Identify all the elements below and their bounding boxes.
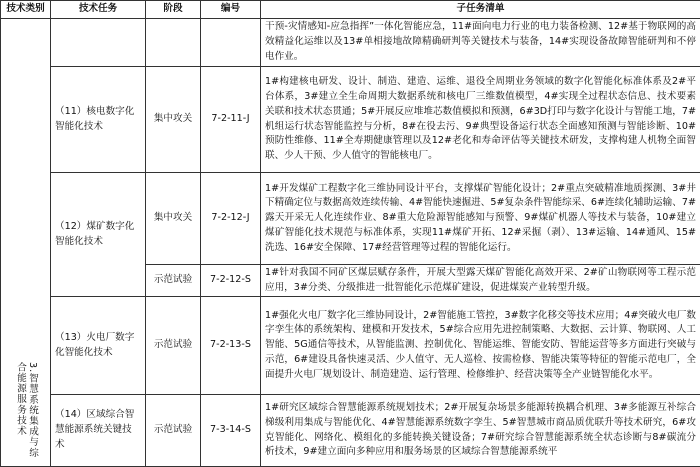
- header-phase: 阶段: [146, 1, 201, 19]
- subtask-desc: 1#强化火电厂数字化三维协同设计，2#智能施工管控，3#数字化移交等技术应用；4#突破火电厂数字孪生体的系统架构、建模和开发技术，5#综合应用先进控制策略、大数据、云计算、物联网、人工智能、5G通信等技术，从智能监测、控制优化、智能运维、智能安防、智能运营等多方面进行突破与示范，6#建设具备快速灵活、少人值守、无人巡检、按需检修、智能决策等特征的智能示范电厂，全面提升火电厂规划设计、制造建造、运行管理、检修维护、经营决策等全产业链智能化水平。: [261, 297, 700, 395]
- code-cell: 7-2-13-S: [201, 297, 261, 395]
- table-row: [1, 297, 700, 395]
- phase-cell: 集中攻关: [146, 67, 201, 173]
- code-cell: 7-2-11-J: [201, 67, 261, 173]
- subtask-desc: 干预-灾情感知-应急指挥”一体化智能应急，11#面向电力行业的电力装备检测、12#基于物联网的高效精益化运维以及13#单相接地故障精确研判等关键技术与装备，14#实现设备故障智能研判和不停电作业。: [261, 19, 700, 67]
- code-cell: [201, 19, 261, 67]
- subtask-desc: 1#研究区域综合智慧能源系统规划技术；2#开展复杂场景多能源转换耦合机理、3#多能源互补综合梯级利用集成与智能优化、4#智慧能源系统数字孪生、5#智慧城市商品质优联升等技术研究，6#攻克智能化、网络化、模组化的多能转换关键设备；7#研究综合智慧能源系统全状态诊断与8#碳流分析技术，9#建立面向多种应用和服务场景的区域综合智慧能源系统平: [261, 395, 700, 467]
- phase-cell: 集中攻关: [146, 173, 201, 265]
- subtask-desc: 1#开发煤矿工程数字化三维协同设计平台，支撑煤矿智能化设计；2#重点突破精准地质探测、3#井下精确定位与数据高效连续传输、4#智能快速掘进、5#复杂条件智能综采、6#连续化辅助运输、7#露天开采无人化连续作业、8#重大危险源智能感知与预警、9#煤矿机器人等技术与装备，10#建立煤矿智能化技术规范与标准体系，实现11#煤矿开拓、12#采掘（剥）、13#运输、14#通风、15#洗选、16#安全保障、17#经营管理等过程的智能化运行。: [261, 173, 700, 265]
- header-row: [1, 1, 700, 19]
- phase-cell: 示范试验: [146, 265, 201, 297]
- phase-cell: 示范试验: [146, 297, 201, 395]
- code-cell: 7-2-12-J: [201, 173, 261, 265]
- table-row: [1, 67, 700, 173]
- subtask-desc: 1#针对我国不同矿区煤层赋存条件，开展大型露天煤矿智能化高效开采、2#矿山物联网等工程示范应用，3#分类、分级推进一批智能化示范煤矿建设，促进煤炭产业转型升级。: [261, 265, 700, 297]
- header-category: 技术类别: [1, 1, 51, 19]
- phase-cell: 示范试验: [146, 395, 201, 467]
- table-row: [1, 395, 700, 467]
- header-code: 编号: [201, 1, 261, 19]
- table-row: [1, 173, 700, 265]
- header-subtask: 子任务清单: [261, 1, 700, 19]
- task-cell: [51, 19, 146, 67]
- code-cell: 7-2-12-S: [201, 265, 261, 297]
- task-cell: （11）核电数字化智能化技术: [51, 67, 146, 173]
- header-task: 技术任务: [51, 1, 146, 19]
- task-cell: （13）火电厂数字化智能化技术: [51, 297, 146, 395]
- category-label: 3.智慧系统集成与综合能源服务技术: [1, 362, 51, 462]
- task-cell: （14）区域综合智慧能源系统关键技术: [51, 395, 146, 467]
- subtask-desc: 1#构建核电研发、设计、制造、建造、运维、退役全周期业务领域的数字化智能化标准体系及2#平台体系，3#建立全生命周期大数据系统和核电厂三维数值模型，4#实现全过程状态信息、技术要素关联和技术状态贯通；5#开展反应堆堆芯数值模拟和预测，6#3D打印与数字化设计与智能工地，7#机组运行状态智能监控与分析，8#在役去污、9#典型设备运行状态全面感知预测与智能诊断、10#预防性维修、11#全寿期健康管理以及12#老化和寿命评估等关键技术研发，支撑构建人机物全面智联、少人干预、少人值守的智能核电厂。: [261, 67, 700, 173]
- phase-cell: [146, 19, 201, 67]
- code-cell: 7-3-14-S: [201, 395, 261, 467]
- task-cell: （12）煤矿数字化智能化技术: [51, 173, 146, 297]
- table-row: [1, 19, 700, 67]
